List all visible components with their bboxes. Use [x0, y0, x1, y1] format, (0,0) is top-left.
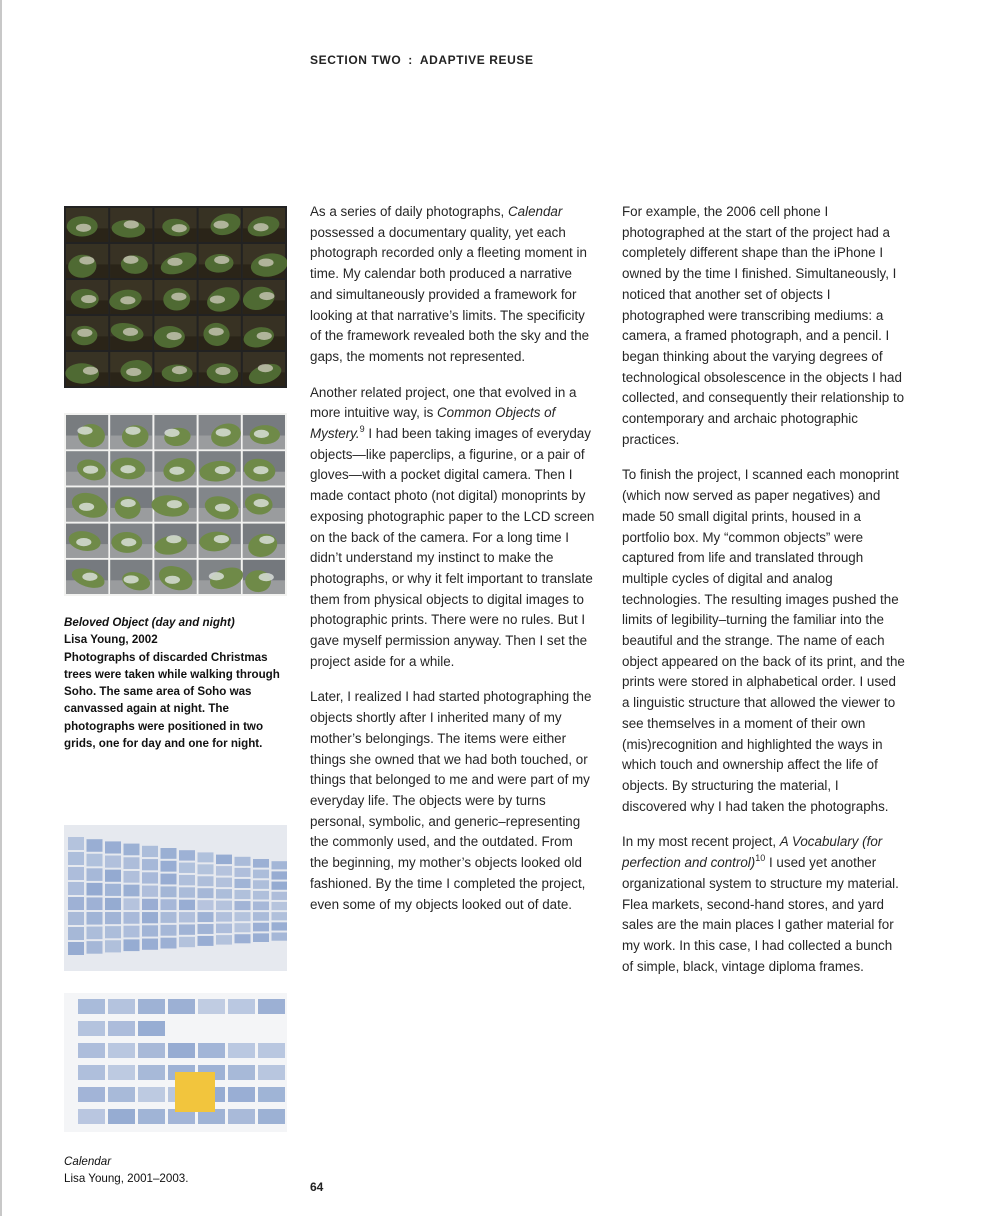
- paragraph: [310, 202, 595, 368]
- page-number: 64: [310, 1180, 324, 1194]
- text-run: Another related project, one that evolved in a more intuitive way, is: [310, 384, 577, 421]
- photo-beloved-object-night-grid: [64, 206, 287, 388]
- caption-credit: Lisa Young, 2001–2003.: [64, 1172, 189, 1186]
- paragraph: For example, the 2006 cell phone I photographed at the start of the project had a completely different shape than the iPhone I owned by the time I finished. Simultaneously, I noticed that another set of objects I photographed were transcribing mediums: a camera, a framed photograph, and a pencil. I began thinking about the varying degrees of technological obsolescence in the objects I had collected, and consequently their relationship to contemporary and archaic photographic practices.: [622, 204, 905, 447]
- paragraph: [310, 383, 595, 673]
- text-run: I used yet another organizational system to structure my material. Flea markets, second-hand stores, and yard sales are the main places I gather material for my work. In this case, I had collected a bunch of simple, black, vintage diploma frames.: [622, 855, 899, 974]
- text-run: I had been taking images of everyday objects—like paperclips, a figurine, or a pair of gloves—with a pocket digital camera. Then I made contact photo (not digital) monoprints by exposing photographic paper to the LCD screen on the back of the camera. For a long time I didn’t understand my instinct to make the photographs, or why it felt important to translate them from physical objects to digital images to photographic prints. There were no rules. But I gave myself permission anyway. Then I set the project aside for a while.: [310, 426, 595, 669]
- photo-calendar-wall: [64, 825, 287, 971]
- caption-beloved-object: [64, 614, 294, 752]
- italic-title: Common Objects of Mystery.: [310, 405, 556, 442]
- text-run: possessed a documentary quality, yet each photograph recorded only a fleeting moment in time. My calendar both produced a narrative and simultaneously provided a framework for looking at that narrative’s limits. The specificity of the framework revealed both the sky and the gaps, the moments not represented.: [310, 224, 590, 364]
- photo-calendar-front: [64, 993, 287, 1132]
- paragraph: [622, 832, 907, 977]
- italic-title: Calendar: [508, 204, 563, 219]
- caption-calendar: [64, 1153, 294, 1188]
- caption-title: Beloved Object (day and night): [64, 616, 235, 629]
- text-column-left: [310, 202, 595, 930]
- header-section: SECTION TWO: [310, 53, 402, 67]
- caption-description: Photographs of discarded Christmas trees were taken while walking through Soho. The same area of Soho was canvassed again at night. The photographs were positioned in two grids, one for day and one for night.: [64, 650, 280, 751]
- text-run: In my most recent project,: [622, 834, 780, 850]
- text-run: As a series of daily photographs,: [310, 204, 508, 219]
- photo-beloved-object-day-grid: [64, 413, 287, 596]
- paragraph: To finish the project, I scanned each monoprint (which now served as paper negatives) and made 50 small digital prints, housed in a portfolio box. My “common objects” were captured from life and translated through multiple cycles of digital and analog technologies. The resulting images pushed the limits of legibility–turning the familiar into the beautiful and the strange. The name of each object appeared on the back of its print, and the prints were stored in alphabetical order. I used a linguistic structure that allowed the viewer to see themselves in a moment of their own (mis)recognition and highlighted the ways in which touch and ownership affect the life of objects. By structuring the material, I discovered why I had taken the photographs.: [622, 467, 905, 814]
- caption-title: Calendar: [64, 1155, 112, 1168]
- header-separator: :: [408, 53, 413, 67]
- caption-credit: Lisa Young, 2002: [64, 633, 158, 647]
- page-edge: [0, 0, 2, 1216]
- text-column-right: [622, 202, 907, 992]
- running-header: [310, 53, 534, 67]
- header-title: ADAPTIVE REUSE: [419, 53, 534, 67]
- footnote-marker[interactable]: 10: [755, 853, 766, 864]
- italic-title: A Vocabulary (for perfection and control): [622, 834, 883, 871]
- paragraph: Later, I realized I had started photographing the objects shortly after I inherited many of my mother’s belongings. The items were either things she owned that we had both touched, or things that belonged to me and were part of my everyday life. The objects were by turns personal, symbolic, and generic–representing the commonly used, and the outdated. From the beginning, my mother’s objects looked old fashioned. By the time I completed the project, even some of my objects looked out of date.: [310, 689, 592, 912]
- footnote-marker[interactable]: 9: [359, 424, 365, 435]
